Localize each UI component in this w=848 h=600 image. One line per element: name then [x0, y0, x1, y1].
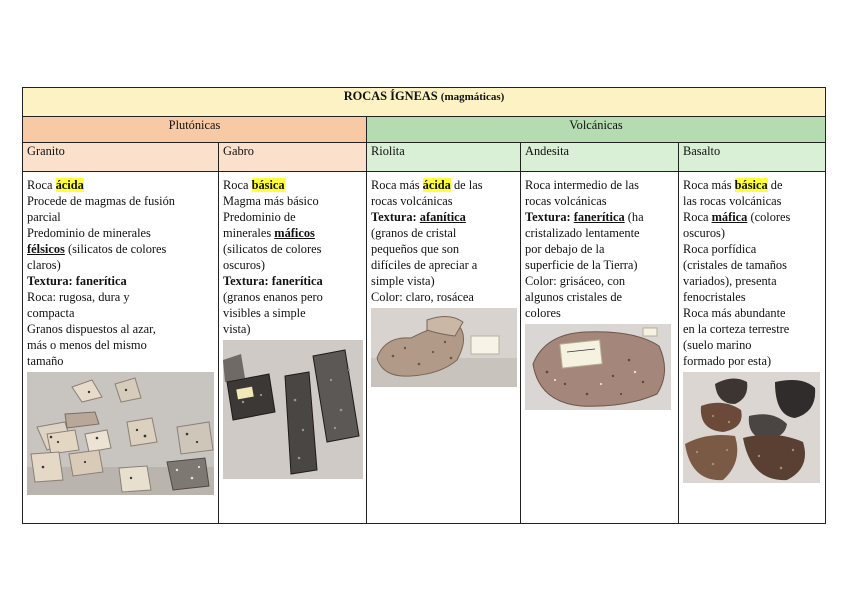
underlined-term: félsicos [27, 242, 65, 256]
line-text: compacta [27, 306, 75, 320]
underlined-term: máfica [711, 210, 748, 224]
line-text: vista) [223, 322, 251, 336]
line-text: difíciles de apreciar a [371, 258, 478, 272]
description-line [683, 289, 821, 305]
group-plutonic: Plutónicas [23, 117, 367, 143]
igneous-rocks-table [22, 87, 826, 524]
line-text: Magma más básico [223, 194, 319, 208]
bold-term: Textura: fanerítica [223, 274, 323, 288]
description-line [525, 289, 674, 305]
line-text: Procede de magmas de fusión [27, 194, 175, 208]
line-text: variados), presenta [683, 274, 777, 288]
line-text: superficie de la Tierra) [525, 258, 638, 272]
line-text: oscuros) [683, 226, 725, 240]
line-text: (cristales de tamaños [683, 258, 787, 272]
line-text: Roca más [371, 178, 423, 192]
underlined-term: afanítica [419, 210, 466, 224]
description-line [27, 177, 214, 193]
title-subtitle: (magmáticas) [440, 91, 505, 103]
line-text: colores [525, 306, 561, 320]
rock-cell-andesita [521, 172, 679, 524]
description-line [683, 177, 821, 193]
description-line [683, 241, 821, 257]
description-line [683, 225, 821, 241]
description-line [371, 193, 516, 209]
line-text: (suelo marino [683, 338, 752, 352]
rhyolite-photo [371, 308, 517, 387]
line-text: cristalizado lentamente [525, 226, 640, 240]
group-volcanic: Volcánicas [367, 117, 826, 143]
description-line [371, 225, 516, 241]
table-title [23, 88, 826, 117]
description-line [683, 353, 821, 369]
line-text: Color: claro, rosácea [371, 290, 474, 304]
description-line [683, 209, 821, 225]
line-text: Roca [27, 178, 56, 192]
description-line [371, 177, 516, 193]
line-text: (silicatos de colores [64, 242, 167, 256]
line-text: tamaño [27, 354, 64, 368]
description-line [27, 273, 214, 289]
description-line [525, 225, 674, 241]
line-text: oscuros) [223, 258, 265, 272]
description-line [27, 305, 214, 321]
line-text: formado por esta) [683, 354, 772, 368]
line-text: claros) [27, 258, 61, 272]
line-text: más o menos del mismo [27, 338, 147, 352]
rock-name-riolita: Riolita [367, 143, 521, 172]
rock-name-granito: Granito [23, 143, 219, 172]
line-text: las rocas volcánicas [683, 194, 782, 208]
title-text: ROCAS ÍGNEAS [343, 89, 438, 103]
description-line [223, 305, 362, 321]
description-line [27, 289, 214, 305]
highlighted-term: ácida [55, 178, 84, 192]
highlighted-term: ácida [422, 178, 451, 192]
underlined-term: fanerítica [573, 210, 625, 224]
description-line [371, 257, 516, 273]
line-text: en la corteza terrestre [683, 322, 790, 336]
description-line [27, 321, 214, 337]
line-text: (ha [624, 210, 644, 224]
line-text: fenocristales [683, 290, 746, 304]
andesite-photo [525, 324, 671, 410]
description-line [683, 273, 821, 289]
line-text: (colores [747, 210, 791, 224]
description-line [525, 241, 674, 257]
line-text: de las [450, 178, 483, 192]
line-text: Predominio de minerales [27, 226, 151, 240]
line-text: Roca: rugosa, dura y [27, 290, 130, 304]
description-line [683, 193, 821, 209]
description-line [223, 257, 362, 273]
description-line [27, 337, 214, 353]
line-text: algunos cristales de [525, 290, 623, 304]
highlighted-term: básica [734, 178, 768, 192]
line-text: Roca [223, 178, 252, 192]
description-line [525, 305, 674, 321]
line-text: rocas volcánicas [525, 194, 607, 208]
description-line [371, 273, 516, 289]
line-text: minerales [223, 226, 275, 240]
line-text: parcial [27, 210, 61, 224]
line-text: Color: grisáceo, con [525, 274, 626, 288]
line-text: Roca más [683, 178, 735, 192]
line-text: de [767, 178, 783, 192]
line-text: Roca porfídica [683, 242, 757, 256]
line-text: Roca intermedio de las [525, 178, 639, 192]
description-line [371, 241, 516, 257]
description-line [525, 273, 674, 289]
description-line [223, 193, 362, 209]
rock-description [683, 177, 821, 369]
description-line [371, 209, 516, 225]
description-line [525, 177, 674, 193]
rock-name-basalto: Basalto [679, 143, 826, 172]
line-text: rocas volcánicas [371, 194, 453, 208]
description-line [223, 225, 362, 241]
highlighted-term: básica [251, 178, 285, 192]
description-line [371, 289, 516, 305]
bold-term: Textura: fanerítica [27, 274, 127, 288]
bold-term: Textura: [371, 210, 420, 224]
description-line [27, 209, 214, 225]
rock-cell-riolita [367, 172, 521, 524]
description-line [525, 209, 674, 225]
line-text: (silicatos de colores [223, 242, 322, 256]
underlined-term: máficos [274, 226, 315, 240]
description-line [223, 177, 362, 193]
gabbro-photo [223, 340, 363, 479]
line-text: Predominio de [223, 210, 296, 224]
rock-description [525, 177, 674, 321]
description-line [683, 257, 821, 273]
line-text: Roca [683, 210, 712, 224]
description-line [223, 273, 362, 289]
line-text: pequeños que son [371, 242, 460, 256]
description-line [525, 257, 674, 273]
line-text: por debajo de la [525, 242, 605, 256]
rock-name-gabro: Gabro [219, 143, 367, 172]
rock-description [223, 177, 362, 337]
granite-photo [27, 372, 214, 495]
line-text: visibles a simple [223, 306, 306, 320]
line-text: Granos dispuestos al azar, [27, 322, 156, 336]
rock-name-andesita: Andesita [521, 143, 679, 172]
rock-description [27, 177, 214, 369]
description-line [223, 289, 362, 305]
description-line [27, 241, 214, 257]
rock-cell-granito [23, 172, 219, 524]
description-line [27, 257, 214, 273]
description-line [223, 209, 362, 225]
bold-term: Textura: [525, 210, 574, 224]
description-line [683, 321, 821, 337]
rock-cell-basalto [679, 172, 826, 524]
description-line [683, 305, 821, 321]
basalt-photo [683, 372, 820, 483]
description-line [223, 321, 362, 337]
description-line [27, 353, 214, 369]
line-text: Roca más abundante [683, 306, 786, 320]
description-line [683, 337, 821, 353]
description-line [27, 193, 214, 209]
rock-description [371, 177, 516, 305]
line-text: (granos de cristal [371, 226, 457, 240]
rock-cell-gabro [219, 172, 367, 524]
description-line [223, 241, 362, 257]
description-line [27, 225, 214, 241]
line-text: simple vista) [371, 274, 435, 288]
description-line [525, 193, 674, 209]
line-text: (granos enanos pero [223, 290, 323, 304]
